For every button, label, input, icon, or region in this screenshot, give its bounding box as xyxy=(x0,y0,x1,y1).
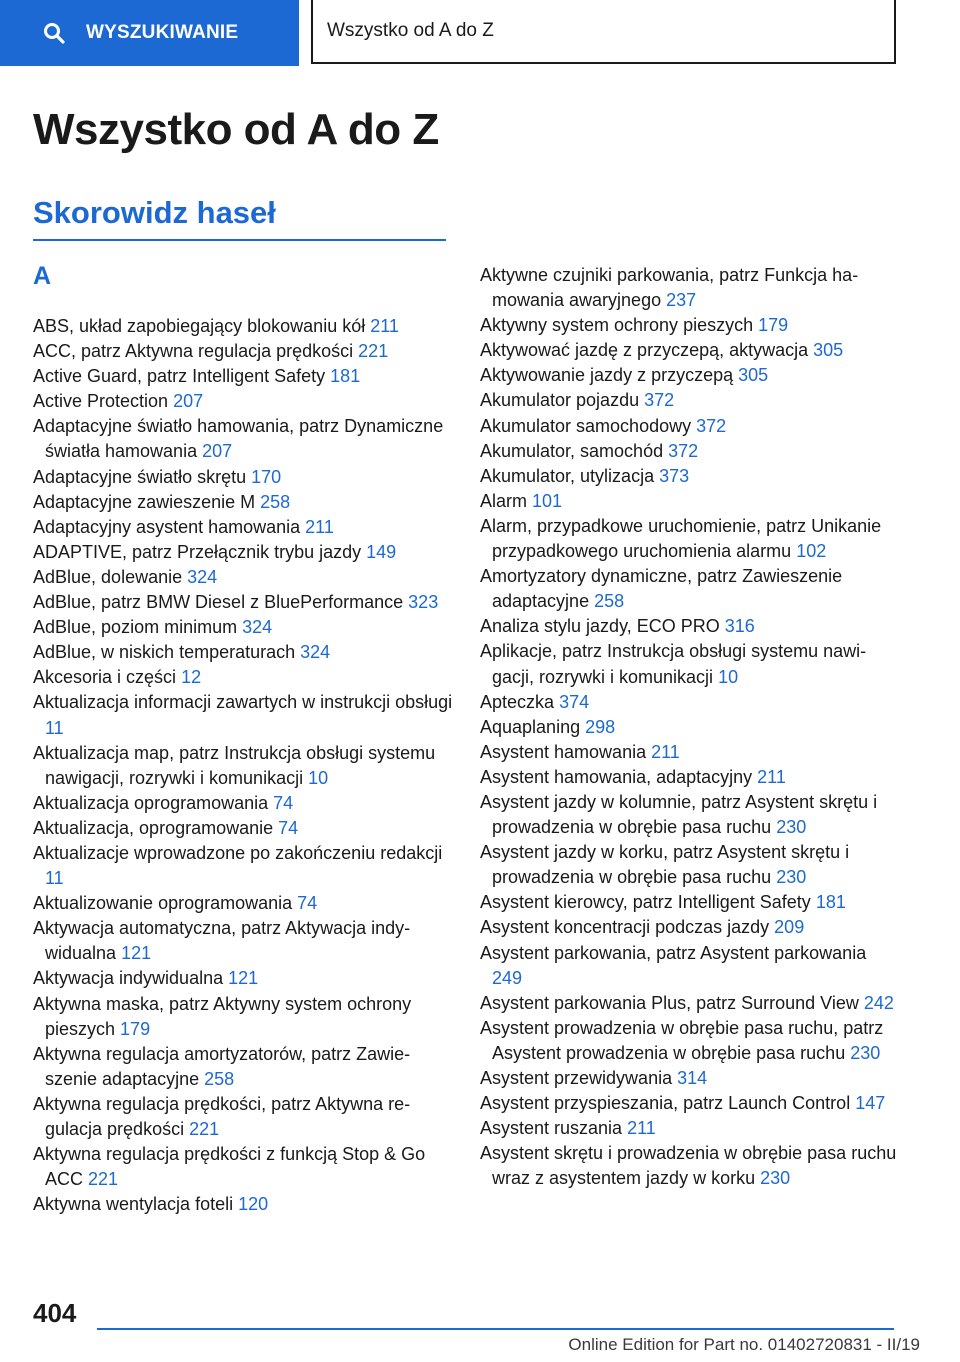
index-entry xyxy=(480,464,900,489)
index-entry xyxy=(33,1192,453,1217)
index-entry xyxy=(33,816,453,841)
page-link[interactable]: 305 xyxy=(813,340,844,361)
index-entry xyxy=(33,665,453,690)
page-link[interactable]: 101 xyxy=(532,490,563,511)
page-link[interactable]: 74 xyxy=(278,817,299,838)
index-entry-text: Aktualizacja oprogramowania xyxy=(33,792,269,813)
index-entry-text: AdBlue, poziom minimum xyxy=(33,617,238,638)
index-entry xyxy=(33,339,453,364)
index-entry xyxy=(480,765,900,790)
index-entry xyxy=(480,313,900,338)
index-letter: A xyxy=(33,262,52,290)
page-link[interactable]: 207 xyxy=(173,391,204,412)
page-link[interactable]: 230 xyxy=(760,1168,791,1189)
index-entry-text: Asystent koncentracji podczas jazdy xyxy=(480,917,770,938)
footer-divider xyxy=(97,1328,894,1330)
index-entry xyxy=(480,1141,900,1191)
page-link[interactable]: 372 xyxy=(644,390,675,411)
page-link[interactable]: 211 xyxy=(370,316,399,336)
page-link[interactable]: 179 xyxy=(758,315,789,336)
index-entry-text: Aktualizacja, oprogramowanie xyxy=(33,817,274,838)
index-entry-text: Aktywna wentylacja foteli xyxy=(33,1194,234,1215)
footer-edition: Online Edition for Part no. 01402720831 - II/19 xyxy=(568,1335,920,1354)
index-entry-text: Asystent przyspieszania, patrz Launch Control xyxy=(480,1093,851,1114)
page-link[interactable]: 372 xyxy=(668,440,699,461)
page-link[interactable]: 230 xyxy=(776,867,807,888)
page-link[interactable]: 120 xyxy=(238,1194,269,1215)
index-entry xyxy=(480,489,900,514)
index-entry-text: Adaptacyjny asystent hamowania xyxy=(33,516,301,537)
page-link[interactable]: 11 xyxy=(45,868,64,889)
page-link[interactable]: 207 xyxy=(202,441,233,462)
index-entry xyxy=(33,364,453,389)
index-entry-text: Apteczka xyxy=(480,691,555,712)
page-link[interactable]: 373 xyxy=(659,465,690,486)
page-link[interactable]: 211 xyxy=(651,741,680,762)
index-entry xyxy=(480,414,900,439)
index-entry xyxy=(480,690,900,715)
index-entry xyxy=(480,890,900,915)
index-entry-text: Adaptacyjne zawieszenie M xyxy=(33,491,256,512)
index-entry xyxy=(33,565,453,590)
index-entry-text: ACC, patrz Aktywna regulacja prędkości xyxy=(33,341,354,362)
index-entry xyxy=(480,840,900,890)
page-link[interactable]: 230 xyxy=(850,1042,881,1063)
page-link[interactable]: 221 xyxy=(88,1169,119,1190)
page-link[interactable]: 323 xyxy=(408,592,439,613)
index-entry-text: ADAPTIVE, patrz Przełącznik trybu jazdy xyxy=(33,541,362,562)
index-entry xyxy=(33,891,453,916)
index-entry xyxy=(33,540,453,565)
index-entry xyxy=(480,564,900,614)
index-entry-text: Akcesoria i części xyxy=(33,667,177,688)
index-entry-text: Asystent parkowania, patrz Asystent parkowania xyxy=(480,942,867,963)
index-entry-text: Asystent kierowcy, patrz Intelligent Safety xyxy=(480,892,811,913)
index-entry xyxy=(480,790,900,840)
index-entry-text: Asystent skrętu i prowadzenia w obrębie pasa ruchu wraz z asystentem jazdy w korku xyxy=(480,1143,897,1189)
page-link[interactable]: 249 xyxy=(492,967,523,988)
page-link[interactable]: 372 xyxy=(696,415,727,436)
index-entry-text: Active Guard, patrz Intelligent Safety xyxy=(33,366,326,387)
page-link[interactable]: 12 xyxy=(181,667,202,688)
index-entry-text: Asystent przewidywania xyxy=(480,1068,673,1088)
index-entry-text: Aktywna regulacja amortyzatorów, patrz Zawieszenie adaptacyjne xyxy=(33,1043,411,1089)
index-entry xyxy=(480,338,900,363)
index-entry xyxy=(480,1016,900,1066)
page-link[interactable]: 314 xyxy=(677,1068,708,1088)
index-entry-text: Alarm xyxy=(480,490,528,511)
index-entry-text: Asystent hamowania xyxy=(480,741,647,762)
index-entry-text: AdBlue, w niskich temperaturach xyxy=(33,642,296,663)
page-link[interactable]: 316 xyxy=(724,616,755,637)
page-link[interactable]: 74 xyxy=(273,792,294,813)
page-link[interactable]: 305 xyxy=(738,365,769,386)
index-column-right xyxy=(480,263,900,1191)
page-link[interactable]: 221 xyxy=(358,341,389,362)
index-entry-text: Adaptacyjne światło hamowania, patrz Dynamiczne światła hamowania xyxy=(33,416,444,462)
index-entry-text: Akumulator samochodowy xyxy=(480,415,692,436)
index-entry xyxy=(33,841,453,891)
page-link[interactable]: 242 xyxy=(863,992,894,1013)
index-entry xyxy=(33,640,453,665)
index-entry xyxy=(33,1142,453,1192)
index-entry xyxy=(480,715,900,740)
index-entry xyxy=(480,439,900,464)
index-entry xyxy=(480,514,900,564)
index-entry-text: ABS, układ zapobiegający blokowaniu kół xyxy=(33,316,366,336)
page-link[interactable]: 102 xyxy=(796,541,827,562)
index-entry xyxy=(33,1092,453,1142)
page-link[interactable]: 121 xyxy=(228,968,259,989)
index-entry-text: Amortyzatory dynamiczne, patrz Zawieszenie adaptacyjne xyxy=(480,566,843,612)
page-link[interactable]: 258 xyxy=(594,591,625,612)
page-link[interactable]: 147 xyxy=(855,1093,886,1114)
index-entry xyxy=(33,515,453,540)
page-link[interactable]: 230 xyxy=(776,817,807,838)
index-entry xyxy=(33,992,453,1042)
page-link[interactable]: 149 xyxy=(366,541,397,562)
index-entry-text: Asystent jazdy w korku, patrz Asystent skrętu i prowadzenia w obrębie pasa ruchu xyxy=(480,842,850,888)
index-entry xyxy=(480,263,900,313)
index-entry-text: Aquaplaning xyxy=(480,716,581,737)
index-entry xyxy=(480,941,900,991)
top-bar xyxy=(0,0,960,66)
index-entry xyxy=(480,639,900,689)
page-link[interactable]: 237 xyxy=(666,290,697,311)
index-entry-text: Aktualizacja map, patrz Instrukcja obsługi systemu nawigacji, rozrywki i komunikacji xyxy=(33,742,436,788)
page-link[interactable]: 258 xyxy=(260,491,291,512)
breadcrumb[interactable]: Wszystko od A do Z xyxy=(311,0,896,64)
page-link[interactable]: 324 xyxy=(242,617,273,638)
index-entry xyxy=(480,991,900,1016)
page-link[interactable]: 209 xyxy=(774,917,805,938)
index-entry xyxy=(480,1066,900,1091)
search-button[interactable] xyxy=(0,0,299,66)
index-entry xyxy=(480,363,900,388)
index-entry xyxy=(33,791,453,816)
page-link[interactable]: 374 xyxy=(559,691,590,712)
index-entry xyxy=(33,615,453,640)
page-link[interactable]: 10 xyxy=(308,767,329,788)
index-entry xyxy=(480,740,900,765)
section-heading: Skorowidz haseł xyxy=(33,195,276,230)
index-entry-text: Aktywna regulacja prędkości, patrz Aktywna regulacja prędkości xyxy=(33,1093,411,1139)
page-link[interactable]: 221 xyxy=(189,1119,220,1139)
index-entry xyxy=(33,414,453,464)
index-entry xyxy=(33,314,453,339)
index-entry-text: Analiza stylu jazdy, ECO PRO xyxy=(480,616,720,637)
index-entry xyxy=(33,490,453,515)
index-entry-text: Aktywacja automatyczna, patrz Aktywacja indywidualna xyxy=(33,918,411,964)
page-link[interactable]: 298 xyxy=(585,716,616,737)
page-link[interactable]: 324 xyxy=(300,642,331,663)
index-entry-text: Aktywacja indywidualna xyxy=(33,968,224,989)
index-entry-text: Akumulator, utylizacja xyxy=(480,465,655,486)
page-link[interactable]: 181 xyxy=(815,892,846,913)
page-link[interactable]: 211 xyxy=(627,1118,656,1139)
index-entry xyxy=(480,1091,900,1116)
search-label: WYSZUKIWANIE xyxy=(86,22,239,43)
page-link[interactable]: 179 xyxy=(120,1018,151,1039)
index-entry-text: Aktywna regulacja prędkości z funkcją Stop & Go ACC xyxy=(33,1144,426,1190)
index-entry-text: Adaptacyjne światło skrętu xyxy=(33,466,247,487)
search-icon xyxy=(42,21,66,45)
index-entry-text: AdBlue, dolewanie xyxy=(33,566,183,587)
page-link[interactable]: 121 xyxy=(121,943,152,964)
index-entry xyxy=(33,465,453,490)
index-entry xyxy=(480,614,900,639)
page-link[interactable]: 74 xyxy=(297,893,318,914)
index-entry-text: Active Protection xyxy=(33,391,169,412)
index-entry-text: Asystent hamowania, adaptacyjny xyxy=(480,766,753,787)
index-entry-text: Asystent prowadzenia w obrębie pasa ruchu, patrz Asystent prowadzenia w obrębie pasa ruchu xyxy=(480,1017,884,1063)
index-entry-text: Asystent ruszania xyxy=(480,1118,623,1139)
index-entry xyxy=(480,388,900,413)
index-entry xyxy=(33,916,453,966)
page-title: Wszystko od A do Z xyxy=(33,105,439,154)
index-entry xyxy=(33,590,453,615)
index-entry-text: Aktywowanie jazdy z przyczepą xyxy=(480,365,734,386)
page-number: 404 xyxy=(33,1298,77,1328)
page-link[interactable]: 170 xyxy=(251,466,282,487)
page-link[interactable]: 10 xyxy=(718,666,739,687)
page-link[interactable]: 211 xyxy=(305,516,334,537)
page-link[interactable]: 258 xyxy=(204,1068,235,1089)
index-entry-text: Asystent jazdy w kolumnie, patrz Asystent skrętu i prowadzenia w obrębie pasa ruchu xyxy=(480,791,878,838)
page-link[interactable]: 181 xyxy=(330,366,361,387)
page-link[interactable]: 324 xyxy=(187,566,218,587)
index-entry-text: Akumulator pojazdu xyxy=(480,390,640,411)
section-divider xyxy=(33,239,446,241)
index-entry xyxy=(33,389,453,414)
index-entry-text: Aktywna maska, patrz Aktywny system ochrony pieszych xyxy=(33,993,412,1039)
index-entry-text: Aktualizowanie oprogramowania xyxy=(33,893,293,914)
index-entry xyxy=(33,1042,453,1092)
page-link[interactable]: 211 xyxy=(757,766,786,787)
index-entry-text: Akumulator, samochód xyxy=(480,440,664,461)
index-entry-text: Aktualizacja informacji zawartych w instrukcji obsługi xyxy=(33,692,453,713)
index-entry-text: Aktywować jazdę z przyczepą, aktywacja xyxy=(480,340,809,361)
index-entry xyxy=(480,915,900,940)
index-entry-text: AdBlue, patrz BMW Diesel z BluePerformance xyxy=(33,592,404,613)
index-entry-text: Aktywne czujniki parkowania, patrz Funkcja hamowania awaryjnego xyxy=(480,265,859,311)
index-entry-text: Aktualizacje wprowadzone po zakończeniu redakcji xyxy=(33,842,443,863)
index-entry-text: Asystent parkowania Plus, patrz Surround View xyxy=(480,992,859,1013)
index-entry xyxy=(33,690,453,740)
index-entry-text: Aktywny system ochrony pieszych xyxy=(480,315,754,336)
index-entry xyxy=(480,1116,900,1141)
index-entry xyxy=(33,966,453,991)
index-entry xyxy=(33,741,453,791)
index-entry-text: Alarm, przypadkowe uruchomienie, patrz Unikanie przypadkowego uruchomienia alarmu xyxy=(480,515,882,562)
index-entry-text: Aplikacje, patrz Instrukcja obsługi systemu nawigacji, rozrywki i komunikacji xyxy=(480,641,867,687)
index-column-left xyxy=(33,314,453,1217)
page-link[interactable]: 11 xyxy=(45,717,64,738)
